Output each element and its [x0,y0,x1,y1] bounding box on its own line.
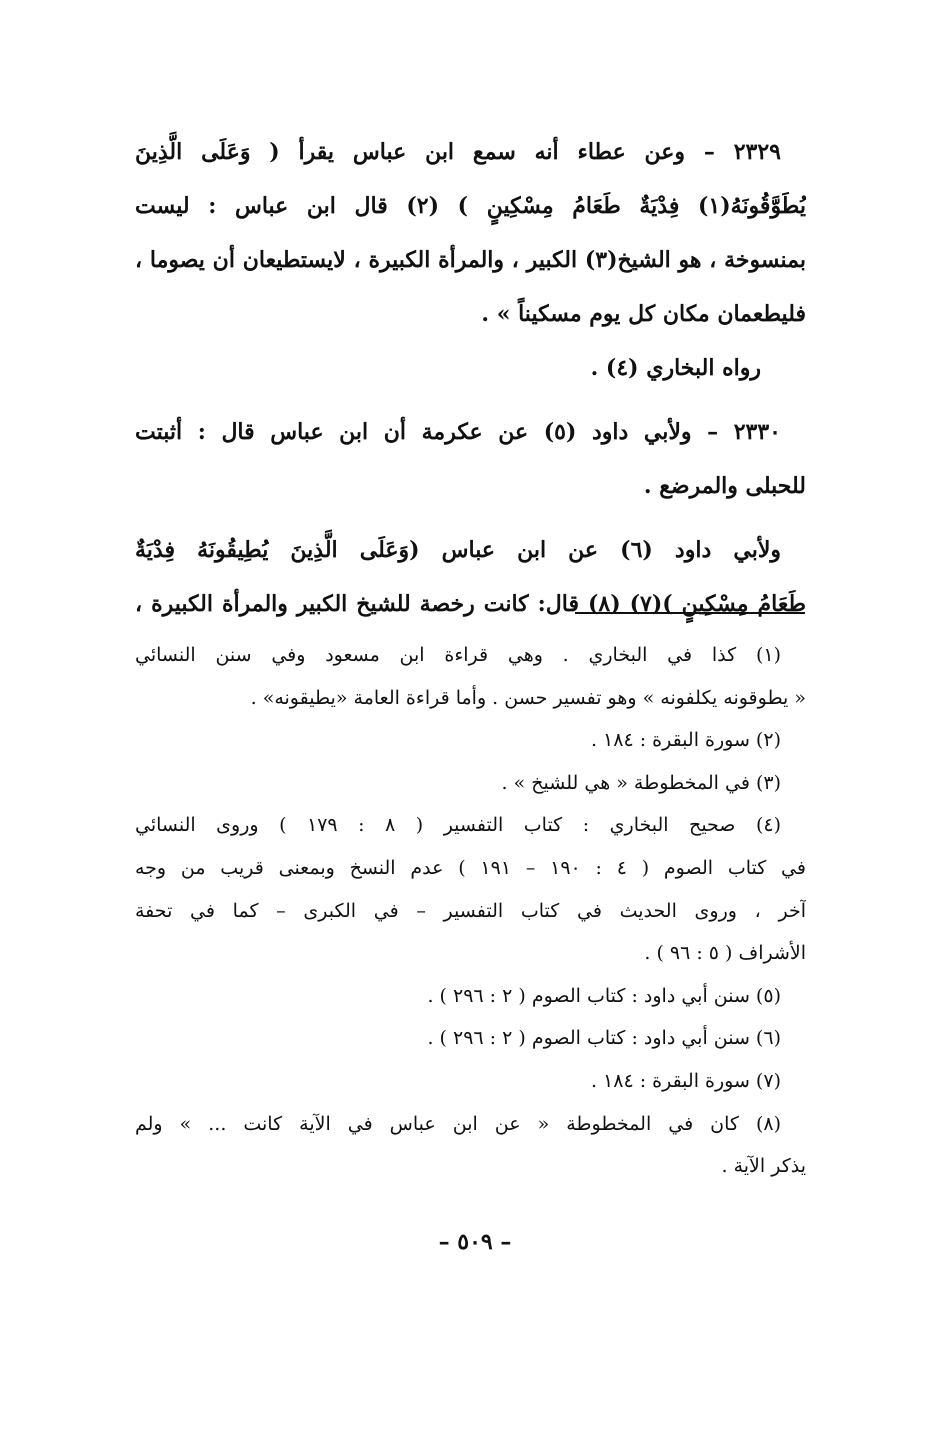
text-line: فليطعمان مكان كل يوم مسكيناً » . [481,301,806,327]
footnotes [135,634,806,1188]
footnote-line: (١) كذا في البخاري . وهي قراءة ابن مسعود وفي سنن النسائي [135,644,781,666]
text-line: ٢٣٣٠ – ولأبي داود (٥) عن عكرمة أن ابن عباس قال : أثبتت [135,419,781,445]
footnote-line: « يطوقونه يكلفونه » وهو تفسير حسن . وأما قراءة العامة «يطيقونه» . [250,686,806,709]
footnote-line: (٢) سورة البقرة : ١٨٤ . [590,729,781,752]
footnote-line: آخر ، وروى الحديث في كتاب التفسير – في الكبرى – كما في تحفة [135,899,806,922]
footnote-line: يذكر الآية . [721,1155,806,1178]
text-line: يُطَوَّقُونَهُ(١) فِدْيَةٌ طَعَامُ مِسْكِينٍ ) (٢) قال ابن عباس : ليست [135,193,806,219]
hadith-text [135,125,806,631]
text-line: طَعَامُ مِسْكِينٍ )(٧) (٨) قال: كانت رخصة للشيخ الكبير والمرأة الكبيرة ، [135,591,806,617]
text-line: للحبلى والمرضع . [643,473,806,499]
footnote-line: (٣) في المخطوطة « هي للشيخ » . [501,771,781,794]
text-line: ولأبي داود (٦) عن ابن عباس (وَعَلَى الَّذِينَ يُطِيقُونَهُ فِدْيَةٌ [135,537,781,563]
text-line: ٢٣٢٩ – وعن عطاء أنه سمع ابن عباس يقرأ ( وَعَلَى الَّذِينَ [135,139,781,165]
footnote-line: (٦) سنن أبي داود : كتاب الصوم ( ٢ : ٢٩٦ ) . [427,1027,781,1050]
footnote-line: (٨) كان في المخطوطة « عن ابن عباس في الآية كانت ... » ولم [135,1112,781,1135]
footnote-line: الأشراف ( ٥ : ٩٦ ) . [644,942,806,965]
footnote-separator [575,612,805,614]
text-line: بمنسوخة ، هو الشيخ(٣) الكبير ، والمرأة الكبيرة ، لايستطيعان أن يصوما ، [135,247,806,273]
footnote-line: (٤) صحيح البخاري : كتاب التفسير ( ٨ : ١٧٩ ) وروى النسائي [135,814,782,837]
footnote-line: (٧) سورة البقرة : ١٨٤ . [590,1069,781,1092]
footnote-line: في كتاب الصوم ( ٤ : ١٩٠ – ١٩١ ) عدم النسخ وبمعنى قريب من وجه [135,856,806,879]
text-line: رواه البخاري (٤) . [590,355,761,381]
page-number: – ٥٠٩ – [438,1229,512,1255]
footnote-line: (٥) سنن أبي داود : كتاب الصوم ( ٢ : ٢٩٦ ) . [427,984,781,1007]
